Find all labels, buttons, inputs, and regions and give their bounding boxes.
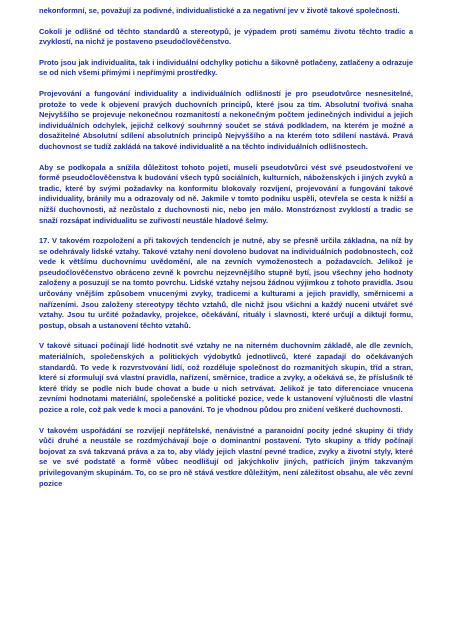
paragraph-7: V takové situaci počínají lidé hodnotit své vztahy ne na niterném duchovním základě, ale dle zevních, materiálních, společenských a politických výdobytků jednotlivců, které zapadají do očekávaných standardů. To vede k rozvrstvování lidí, což rozděluje společnost do rozmanitých skupin, tříd a stran, které si zformulují svá vlastní pravidla, nařízení, směrnice, tradice a zvyky, a očekává se, že příslušník té které třídy se podle nich bude chovat a bude u nich setrvávat. Jelikož je tato diferenciace vnucena zevními hodnotami materiální, společenské a politické pozice, vede k ustanovení výlučnosti dle vlastní pozice a role, což pak vede k moci a panování. To je vhodnou půdou pro zničení veškeré duchovnosti.	[39, 341, 413, 414]
paragraph-3: Proto jsou jak individualita, tak i individuální odchylky potichu a šikovně potlačeny, zatlačeny a odrazuje se od nich všemi přímými i nepřímými prostředky.	[39, 57, 413, 78]
paragraph-6: 17. V takovém rozpoložení a při takových tendencích je nutné, aby se přesně určila základna, na níž by se odehrávaly lidské vztahy. Takové vztahy není dovoleno budovat na individuálních podobnostech, což vede k většímu duchovnímu uvědomění, ale na zevních vymoženostech a požadavcích. Jelikož je pseudočlověčenstvo obráceno zevně k povrchu nejzevnějšího stupně bytí, jsou všechny jeho hodnoty založeny a posuzují se na tomto povrchu. Lidské vztahy nejsou žádnou výjimkou z tohoto pravidla. Jsou určovány vnějším způsobem vnucenými zvyky, tradicemi a kulturami a jejich pravidly, směrnicemi a nařízeními. Jsou založeny stereotypy těchto vztahů, dle nichž jsou všichni a každý nuceni utvářet své vztahy. Jsou tu určité požadavky, projekce, očekávání, rituály i slavnosti, které určují a diktují formu, postup, obsah a ustanovení těchto vztahů.	[39, 236, 413, 330]
paragraph-4: Projevování a fungování individuality a individuálních odlišností je pro pseudotvůrce nesnesitelné, protože to vede k objevení pravých duchovních principů, které jsou za tím. Absolutní tvořivá snaha Nejvyššího se projevuje nekonečnou rozmanitostí a nekonečným počtem jedinečných individuí a jejich individuálních odchylek, jejichž celkový souhrnný součet se stává podkladem, na kterém je možné a dosažitelné Absolutní sdílení absolutních principů Nejvyššího a na kterém toto sdílení nastává. Pravá duchovnost se tudíž zakládá na takové individualitě a na těchto individuálních odlišnostech.	[39, 88, 413, 151]
paragraph-1: nekonformní, se, považují za podivné, individualistické a za negativní jev v životě takové společnosti.	[39, 6, 400, 15]
paragraph-8: V takovém uspořádání se rozvíjejí nepřátelské, nenávistné a paranoidní pocity jedné skupiny či třídy vůči druhé a neustále se rozdmýchávají boje o dominantní postavení. Tyto skupiny a třídy počínají bojovat za svá takzvaná práva a za to, aby vlády jejich vlastní pevné tradice, zvyky a životní styly, které se ve své podstatě a formě vůbec neodlišují od jakýchkoliv jiných, patřících jiným takzvaným privilegovaným skupinám. To, co se pro ně stává vestkre důležitým, není záležitost obsahu, ale věc zevní pozice	[39, 425, 413, 488]
paragraph-5: Aby se podkopala a snížila důležitost tohoto pojetí, museli pseudotvůrci vést své pseudostvoření ve formě pseudočlověčenstva k budování všech typů sociálních, kulturních, náboženských i jiných zvyků a tradic, které by svými požadavky na konformitu blokovaly rozvíjení, projevování a fungování takové individuality, bránily mu a odrazovaly od ně. Jakmile v tomto podniku uspěli, otevřela se cesta k nižší a nižší duchovnosti, až nezůstalo z duchovnosti nic, nebo jen málo. Monstróznost zvyklostí a tradic se snaží rozsápat individualitu se zuřivostí neustále hladové šelmy.	[39, 162, 413, 225]
paragraph-2: Cokoli je odlišné od těchto standardů a stereotypů, je výpadem proti samému životu těchto tradic a zvyklostí, na nichž je postaveno pseudočlověčenstvo.	[39, 26, 413, 47]
